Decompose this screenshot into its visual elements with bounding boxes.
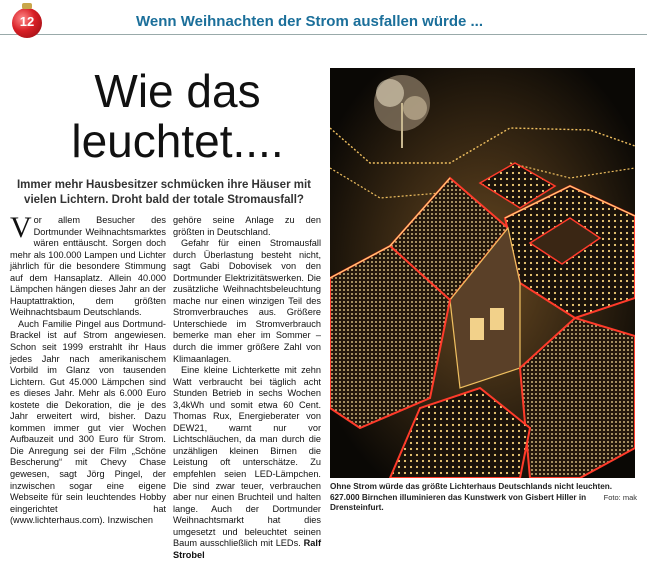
photo-caption: Ohne Strom würde das größte Lichterhaus Deutschlands nicht leuchten. 627.000 Birnchen illuminieren das Kunstwerk von Gisbert Hiller in Drensteinfurt. bbox=[330, 482, 613, 512]
photo-lighted-house bbox=[330, 68, 635, 478]
ornament-cap bbox=[22, 3, 32, 9]
paragraph bbox=[173, 365, 321, 561]
paragraph-text: Eine kleine Lichterkette mit zehn Watt verbraucht bei täglich acht Stunden Betrieb in sechs Wochen 3,4kWh und somit etwa 60 Cent. Thomas Rux, Energieberater von DEW21, warnt nur vor Lichtschläuchen, da man durch die unzähligen kleinen Birnen die Leistung oft unterschätze. Zu empfehlen seien LED-Lämpchen. Die sind zwar teuer, verbrauchen aber nur einen Bruchteil und halten lange. Auch der Dortmunder Weihnachtsmarkt hat dies umgesetzt und beleuchtet seinen Baum ausschließlich mit LEDs. bbox=[173, 365, 321, 549]
header-rule bbox=[0, 34, 647, 35]
drop-cap: V bbox=[10, 211, 32, 244]
section-title: Wenn Weihnachten der Strom ausfallen würde ... bbox=[136, 13, 484, 30]
paragraph: Auch Familie Pingel aus Dortmund-Brackel ist auf Strom angewiesen. Schon seit 1999 erstrahlt ihr Haus jedes Jahr nach amerikanischem Vorbild im Glanz von tausenden Lichtern. Gut 45.000 Lämpchen sind es dieses Jahr. Mehr als 6.000 Euro kostete die Dekoration, die je des Jahr erweitert wird, bisher. Dazu kommen immer gut vier Wochen Aufbauzeit und 300 Euro für Strom. Die Anregung sei der Film „Schöne Bescherung“ mit Chevy Chase gewesen, sagt Jörg Pingel, der inzwischen sogar eine eigene Webseite für sein leuchtendes Hobby eingerichtet hat (www.lichterhaus.com). Inzwischen bbox=[10, 318, 166, 526]
author: Ralf Strobel bbox=[173, 538, 321, 560]
page-number: 12 bbox=[19, 14, 35, 29]
paragraph: gehöre seine Anlage zu den größten in Deutschland. bbox=[173, 215, 321, 237]
article-column-2 bbox=[173, 215, 321, 561]
paragraph-text: or allem Besucher des Dortmunder Weihnachtsmarktes wären enttäuscht. Sorgen doch mehr als 100.000 Lampen und Lichter jährlich für die besondere Stimmung auf dem Hansaplatz. Allein 40.000 Lämpchen hängen dieses Jahr an der Hauptattraktion, dem größten Weihnachtsbaum Deutschlands. bbox=[10, 215, 166, 318]
photo-credit: Foto: mak bbox=[603, 493, 637, 502]
article-column-1 bbox=[10, 211, 166, 527]
photo-illustration bbox=[330, 68, 635, 478]
headline-line-1: Wie das bbox=[94, 65, 261, 117]
paragraph: Gefahr für einen Stromausfall durch Überlastung besteht nicht, sagt Gabi Dobovisek von den Dortmunder Elektrizitätswerken. Die zusätzliche Weihnachtsbeleuchtung mache nur einen winzigen Teil des Stromverbrauches aus. Größere Unterschiede im Stromverbrauch bemerke man eher im Sommer – durch die immer größere Zahl von Klimaanlagen. bbox=[173, 238, 321, 364]
lead-paragraph: Immer mehr Hausbesitzer schmücken ihre Häuser mit vielen Lichtern. Droht bald der totale Stromausfall? bbox=[16, 179, 311, 206]
headline bbox=[40, 66, 315, 166]
paragraph bbox=[10, 211, 166, 319]
headline-line-2: leuchtet.... bbox=[71, 115, 284, 167]
